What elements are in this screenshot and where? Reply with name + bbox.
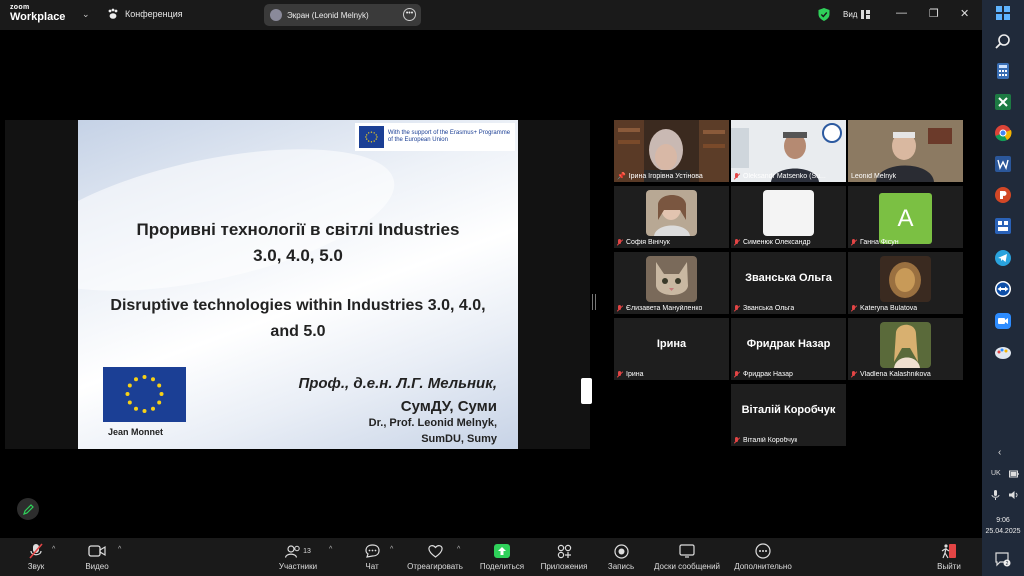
record-icon	[614, 544, 629, 559]
more-icon	[755, 543, 771, 559]
participant-name-text: Сименюк Олександр	[743, 239, 811, 246]
participant-name-text: Kateryna Bulatova	[860, 305, 918, 312]
chat-button[interactable]	[360, 542, 384, 571]
slide-title-en-line2: and 5.0	[270, 323, 326, 341]
panel-splitter[interactable]	[592, 294, 596, 310]
pin-icon: 📌	[617, 173, 626, 180]
muted-mic-icon	[851, 305, 857, 312]
chat-options-caret[interactable]: ^	[390, 546, 394, 553]
participant-name	[734, 437, 797, 444]
excel-icon[interactable]	[994, 93, 1012, 111]
participant-name-text: Ірина Ігорівна Устінова	[628, 172, 703, 180]
participant-name	[734, 371, 793, 378]
battery-icon[interactable]	[1009, 470, 1019, 478]
participants-button[interactable]	[276, 542, 320, 571]
participants-options-caret[interactable]: ^	[329, 546, 333, 553]
video-label: Видео	[85, 562, 109, 571]
video-button[interactable]	[82, 542, 112, 571]
participant-tile[interactable]	[848, 252, 963, 314]
chat-label: Чат	[365, 562, 379, 571]
language-indicator[interactable]: UK	[991, 470, 1001, 477]
participants-count: 13	[303, 547, 311, 555]
erasmus-banner	[355, 123, 515, 151]
participant-name	[617, 371, 644, 378]
participant-tile[interactable]	[731, 252, 846, 314]
participant-tile[interactable]	[731, 384, 846, 446]
show-hidden-icons[interactable]: ‹	[998, 447, 1002, 458]
view-label: Вид	[843, 10, 858, 19]
screen-share-indicator[interactable]	[264, 4, 421, 26]
participant-display-name: Ірина	[656, 338, 687, 350]
participant-tile[interactable]	[614, 186, 729, 248]
participant-name	[851, 305, 917, 312]
minimize-icon[interactable]: —	[896, 7, 907, 19]
participant-tile-active-speaker[interactable]	[848, 120, 963, 182]
muted-mic-icon	[734, 173, 740, 180]
word-icon[interactable]	[994, 155, 1012, 173]
participant-display-name: Фридрак Назар	[746, 338, 831, 350]
whiteboard-icon	[679, 544, 695, 558]
participant-photo	[646, 256, 697, 302]
system-clock[interactable]	[982, 516, 1024, 537]
annotate-button[interactable]	[17, 498, 39, 520]
app-grid-icon[interactable]	[994, 217, 1012, 235]
muted-mic-icon	[734, 371, 740, 378]
muted-mic-icon	[617, 305, 623, 312]
participant-tile[interactable]	[614, 120, 729, 182]
clock-time: 9:06	[996, 517, 1010, 524]
teamviewer-icon[interactable]	[994, 280, 1012, 298]
participant-name	[851, 239, 899, 246]
notifications-count: 2	[1005, 561, 1009, 567]
muted-mic-icon	[617, 239, 623, 246]
leave-button[interactable]	[935, 542, 963, 571]
close-icon[interactable]: ✕	[960, 8, 970, 20]
eu-flag-icon	[103, 367, 186, 422]
presentation-slide	[78, 120, 518, 449]
chevron-down-icon[interactable]: ⌄	[82, 9, 90, 19]
participant-name	[734, 305, 794, 312]
grid-view-icon	[861, 10, 870, 19]
share-screen-button[interactable]	[477, 542, 527, 571]
author-en-line1: Dr., Prof. Leonid Melnyk,	[368, 417, 497, 429]
participant-name	[734, 239, 811, 246]
participant-tile[interactable]	[731, 186, 846, 248]
participant-name-text: Віталій Коробчук	[743, 437, 798, 444]
participant-photo	[880, 256, 931, 302]
notifications-icon[interactable]	[995, 552, 1011, 567]
muted-mic-icon	[851, 239, 857, 246]
erasmus-text: With the support of the Erasmus+ Programme of the European Union	[387, 130, 511, 143]
more-button[interactable]	[731, 542, 795, 571]
muted-mic-icon	[734, 437, 740, 444]
mic-tray-icon[interactable]	[991, 490, 1000, 500]
participant-name-text: Софія Вінічук	[626, 239, 670, 246]
participant-name	[617, 172, 703, 180]
leave-icon	[941, 543, 957, 559]
participant-name-text: Vladlena Kalashnikova	[860, 371, 931, 378]
powerpoint-icon[interactable]	[994, 186, 1012, 204]
participant-tile[interactable]	[614, 318, 729, 380]
participant-tile[interactable]	[731, 318, 846, 380]
record-label: Запись	[607, 562, 635, 571]
eu-flag-small-icon	[359, 126, 384, 148]
logo-line-2: Workplace	[10, 11, 66, 23]
slide-title-en-line1: Disruptive technologies within Industries 3.0, 4.0,	[110, 297, 486, 314]
view-button[interactable]	[843, 10, 870, 19]
react-options-caret[interactable]: ^	[457, 546, 461, 553]
slide-title-en	[78, 293, 518, 346]
security-shield-icon[interactable]	[818, 8, 830, 21]
logo-line-1: zoom	[10, 4, 30, 11]
heart-icon	[428, 544, 443, 558]
record-button[interactable]	[603, 542, 639, 571]
share-label: Поделиться	[479, 562, 525, 571]
slide-title-ua-line1: Проривні технології в світлі Industries	[136, 220, 460, 239]
paint-icon[interactable]	[994, 343, 1012, 361]
participant-name-text: Єлизавета Мануйленко	[626, 305, 703, 312]
clock-date: 25.04.2025	[985, 527, 1021, 535]
participant-tile[interactable]	[848, 186, 963, 248]
participant-photo	[646, 190, 697, 236]
participant-name	[617, 305, 702, 312]
calculator-icon[interactable]	[994, 62, 1012, 80]
participant-tile[interactable]	[614, 252, 729, 314]
jean-monnet-label: Jean Monnet	[108, 427, 164, 437]
apps-button[interactable]	[538, 542, 590, 571]
participants-label: Участники	[278, 562, 318, 571]
participant-name-text: Званська Ольга	[743, 305, 795, 312]
conference-info-button[interactable]	[107, 8, 183, 20]
author-ua-line1: Проф., д.е.н. Л.Г. Мельник,	[298, 375, 497, 392]
whiteboards-label: Доски сообщений	[653, 562, 720, 571]
react-label: Отреагировать	[407, 562, 463, 571]
muted-mic-icon	[617, 371, 623, 378]
participant-name	[851, 371, 931, 378]
muted-mic-icon	[29, 543, 43, 559]
participant-name	[734, 173, 826, 180]
top-bar	[0, 0, 982, 30]
conference-label: Конференция	[125, 9, 183, 19]
participant-photo	[880, 322, 931, 368]
whiteboards-button[interactable]	[649, 542, 725, 571]
paw-icon	[107, 8, 119, 20]
react-button[interactable]	[405, 542, 465, 571]
search-icon[interactable]	[994, 32, 1012, 50]
telegram-icon[interactable]	[994, 249, 1012, 267]
participant-tile[interactable]	[731, 120, 846, 182]
apps-icon	[557, 544, 572, 559]
author-en-line2: SumDU, Sumy	[421, 432, 497, 445]
participant-name-text: Ганна Фісун	[860, 239, 899, 246]
shared-screen	[5, 120, 590, 449]
author-ua	[298, 373, 497, 418]
muted-mic-icon	[734, 239, 740, 246]
participant-tile[interactable]	[848, 318, 963, 380]
muted-mic-icon	[851, 371, 857, 378]
participant-display-name: Віталій Коробчук	[741, 404, 836, 416]
windows-taskbar	[982, 0, 1024, 576]
apps-label: Приложения	[540, 562, 588, 571]
more-label: Дополнительно	[734, 562, 792, 571]
leave-label: Выйти	[937, 562, 961, 571]
participant-name-text: Oleksandr Matsenko (Su...	[743, 173, 826, 180]
author-ua-line2: СумДУ, Суми	[400, 397, 497, 415]
participant-photo	[763, 190, 814, 236]
meeting-toolbar	[0, 538, 982, 576]
participant-name	[617, 239, 670, 246]
pencil-icon	[23, 504, 34, 515]
zoom-logo	[10, 4, 65, 23]
share-screen-icon	[494, 544, 510, 558]
audio-button[interactable]	[22, 542, 50, 571]
participant-display-name: Званська Ольга	[745, 272, 832, 284]
more-options-icon[interactable]: •••	[403, 8, 416, 21]
windows-start-icon[interactable]	[994, 4, 1012, 22]
speaker-icon[interactable]	[1009, 490, 1019, 500]
participant-name-text: Ірина	[626, 371, 644, 378]
audio-options-caret[interactable]: ^	[52, 546, 56, 553]
participant-name	[851, 173, 896, 180]
chrome-icon[interactable]	[994, 124, 1012, 142]
participants-icon	[285, 545, 301, 558]
audio-label: Звук	[27, 562, 45, 571]
author-en	[369, 416, 497, 448]
video-camera-icon	[88, 545, 106, 557]
muted-mic-icon	[734, 305, 740, 312]
slide-title-ua-line2: 3.0, 4.0, 5.0	[253, 246, 343, 266]
participant-name-text: Leonid Melnyk	[851, 173, 897, 180]
zoom-icon[interactable]	[994, 312, 1012, 330]
presenter-avatar	[270, 9, 282, 21]
maximize-icon[interactable]: ❐	[929, 8, 939, 20]
share-control-tab[interactable]	[581, 378, 592, 404]
chat-icon	[365, 544, 380, 558]
screen-share-label: Экран (Leonid Melnyk)	[287, 10, 369, 20]
slide-title-ua	[78, 217, 518, 270]
participant-avatar: A	[879, 193, 932, 244]
participant-name-text: Фридрак Назар	[743, 371, 793, 378]
video-options-caret[interactable]: ^	[118, 546, 122, 553]
